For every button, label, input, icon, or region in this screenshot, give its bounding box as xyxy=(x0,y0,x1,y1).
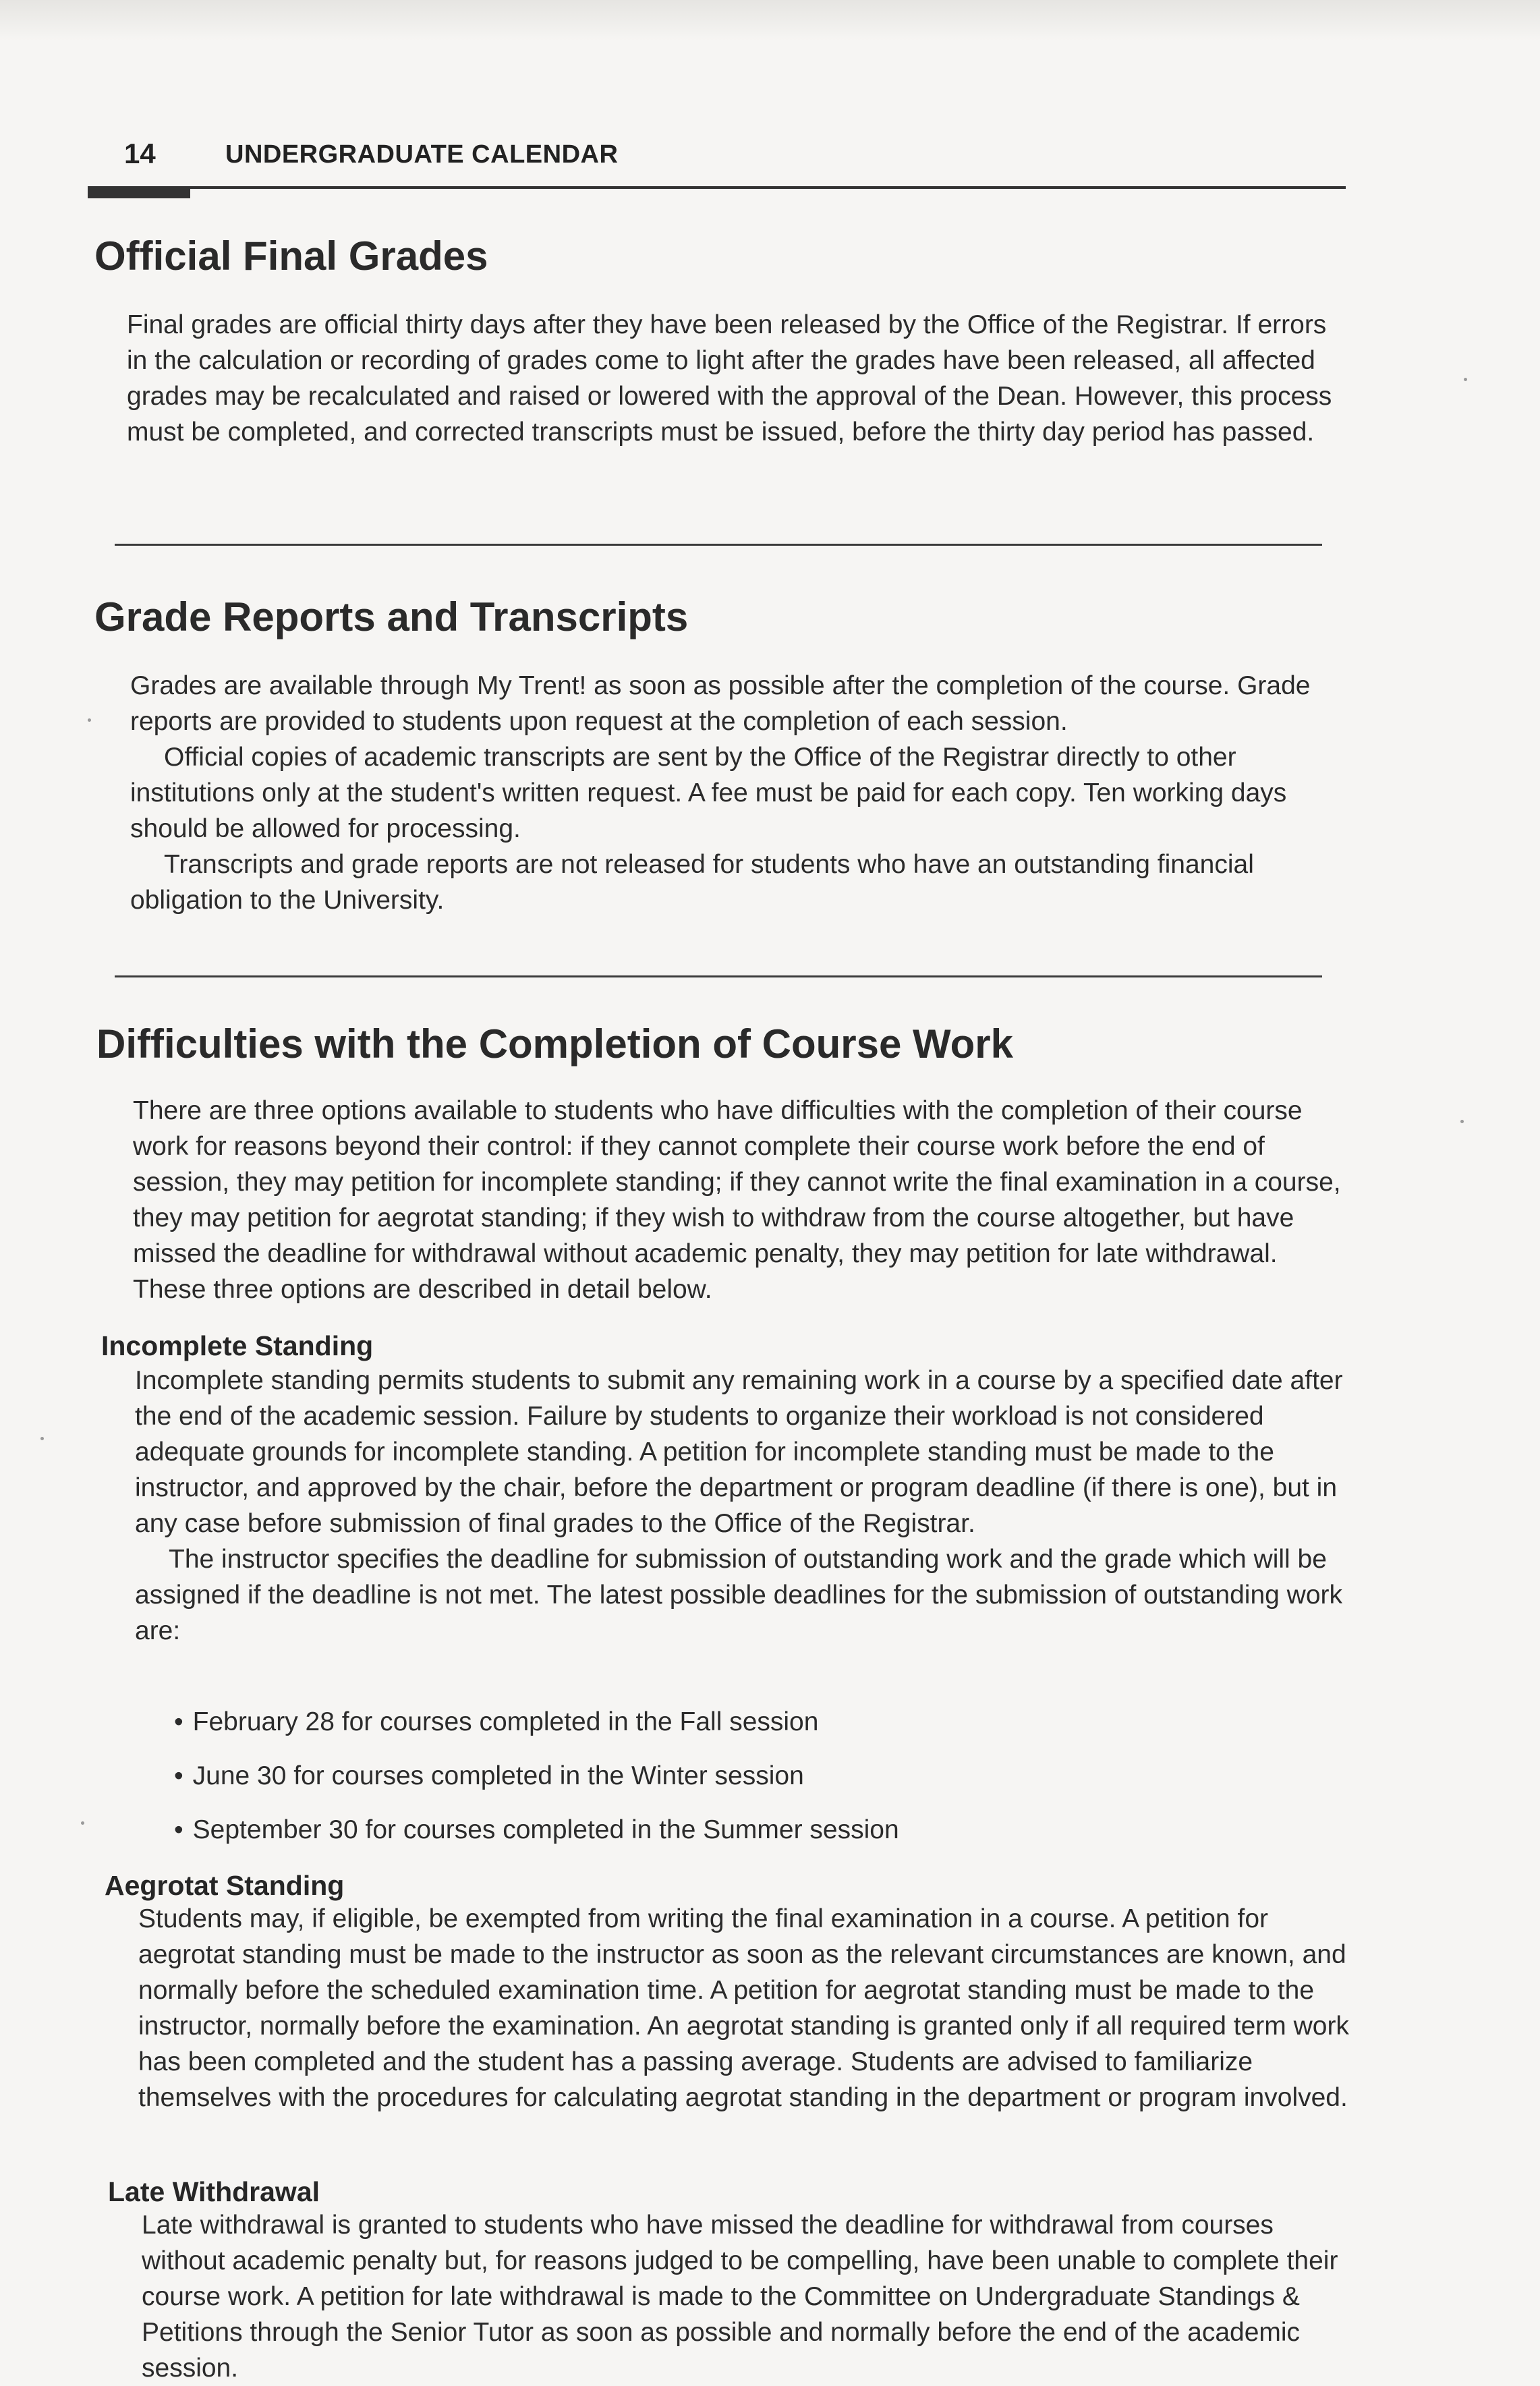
difficulties-intro xyxy=(133,1093,1348,1307)
paragraph: Official copies of academic transcripts are sent by the Office of the Registrar directly to other institutions only at the student's written request. A fee must be paid for each copy. Ten working days should be allowed for processing. xyxy=(130,743,1287,843)
paragraph: Final grades are official thirty days after they have been released by the Office of the Registrar. If errors in the calculation or recording of grades come to light after the grades have been released, all affected grades may be recalculated and raised or lowered with the approval of the Dean. However, this process must be completed, and corrected transcripts must be issued, before the thirty day period has passed. xyxy=(127,310,1332,447)
section-divider xyxy=(115,544,1322,546)
subheading-aegrotat-standing: Aegrotat Standing xyxy=(105,1870,345,1901)
paragraph: Grades are available through My Trent! as soon as possible after the completion of the course. Grade reports are provided to students upon request at the completion of each session. xyxy=(130,671,1311,736)
late-withdrawal-body xyxy=(142,2207,1356,2386)
scan-speck xyxy=(1460,1120,1464,1123)
paragraph: Late withdrawal is granted to students who have missed the deadline for withdrawal from courses without academic penalty but, for reasons judged to be compelling, have been unable to complete their course work. A petition for late withdrawal is made to the Committee on Undergraduate Standings & Petitions through the Senior Tutor as soon as possible and normally before the end of the academic session. xyxy=(142,2211,1338,2383)
subheading-late-withdrawal: Late Withdrawal xyxy=(108,2176,320,2207)
header-rule xyxy=(88,186,1346,189)
deadline-list xyxy=(174,1704,1321,1866)
section-title-grade-reports: Grade Reports and Transcripts xyxy=(94,594,689,640)
bullet-icon: • xyxy=(174,1707,183,1736)
grade-reports-body xyxy=(130,668,1348,918)
scan-speck xyxy=(88,718,91,722)
bullet-icon: • xyxy=(174,1815,183,1844)
paragraph: Transcripts and grade reports are not released for students who have an outstanding financial obligation to the University. xyxy=(130,850,1254,915)
scan-speck xyxy=(1464,378,1467,381)
section-title-difficulties: Difficulties with the Completion of Course Work xyxy=(96,1021,1013,1067)
list-item-text: February 28 for courses completed in the Fall session xyxy=(192,1707,819,1736)
section-divider xyxy=(115,975,1322,977)
list-item xyxy=(174,1812,1321,1866)
aegrotat-standing-body xyxy=(138,1901,1349,2115)
list-item xyxy=(174,1704,1321,1758)
scan-speck xyxy=(40,1437,44,1440)
incomplete-standing-body xyxy=(135,1363,1349,1649)
scan-shadow xyxy=(0,0,1540,40)
official-final-grades-body xyxy=(127,307,1346,450)
subheading-incomplete-standing: Incomplete Standing xyxy=(101,1330,374,1361)
bullet-icon: • xyxy=(174,1761,183,1790)
running-header xyxy=(124,138,1345,185)
list-item-text: June 30 for courses completed in the Winter session xyxy=(192,1761,804,1790)
paragraph: Incomplete standing permits students to submit any remaining work in a course by a specified date after the end of the academic session. Failure by students to organize their workload is not considered adequate grounds for incomplete standing. A petition for incomplete standing must be made to the instructor, and approved by the chair, before the department or program deadline (if there is one), but in any case before submission of final grades to the Office of the Registrar. xyxy=(135,1366,1343,1538)
paragraph: The instructor specifies the deadline for submission of outstanding work and the grade which will be assigned if the deadline is not met. The latest possible deadlines for the submission of outstanding work are: xyxy=(135,1545,1343,1645)
list-item xyxy=(174,1758,1321,1812)
paragraph: Students may, if eligible, be exempted from writing the final examination in a course. A petition for aegrotat standing must be made to the instructor as soon as the relevant circumstances are known, and normally before the scheduled examination time. A petition for aegrotat standing must be made to the instructor, normally before the examination. An aegrotat standing is granted only if all required term work has been completed and the student has a passing average. Students are advised to familiarize themselves with the procedures for calculating aegrotat standing in the department or program involved. xyxy=(138,1904,1349,2112)
running-title: UNDERGRADUATE CALENDAR xyxy=(225,140,619,169)
section-title-official-final-grades: Official Final Grades xyxy=(94,233,488,279)
header-accent-block xyxy=(88,186,190,198)
page-number: 14 xyxy=(124,138,156,169)
list-item-text: September 30 for courses completed in the Summer session xyxy=(192,1815,899,1844)
scan-speck xyxy=(81,1821,84,1825)
paragraph: There are three options available to students who have difficulties with the completion of their course work for reasons beyond their control: if they cannot complete their course work before the end of session, they may petition for incomplete standing; if they cannot write the final examination in a course, they may petition for aegrotat standing; if they wish to withdraw from the course altogether, but have missed the deadline for withdrawal without academic penalty, they may petition for late withdrawal. These three options are described in detail below. xyxy=(133,1096,1341,1304)
